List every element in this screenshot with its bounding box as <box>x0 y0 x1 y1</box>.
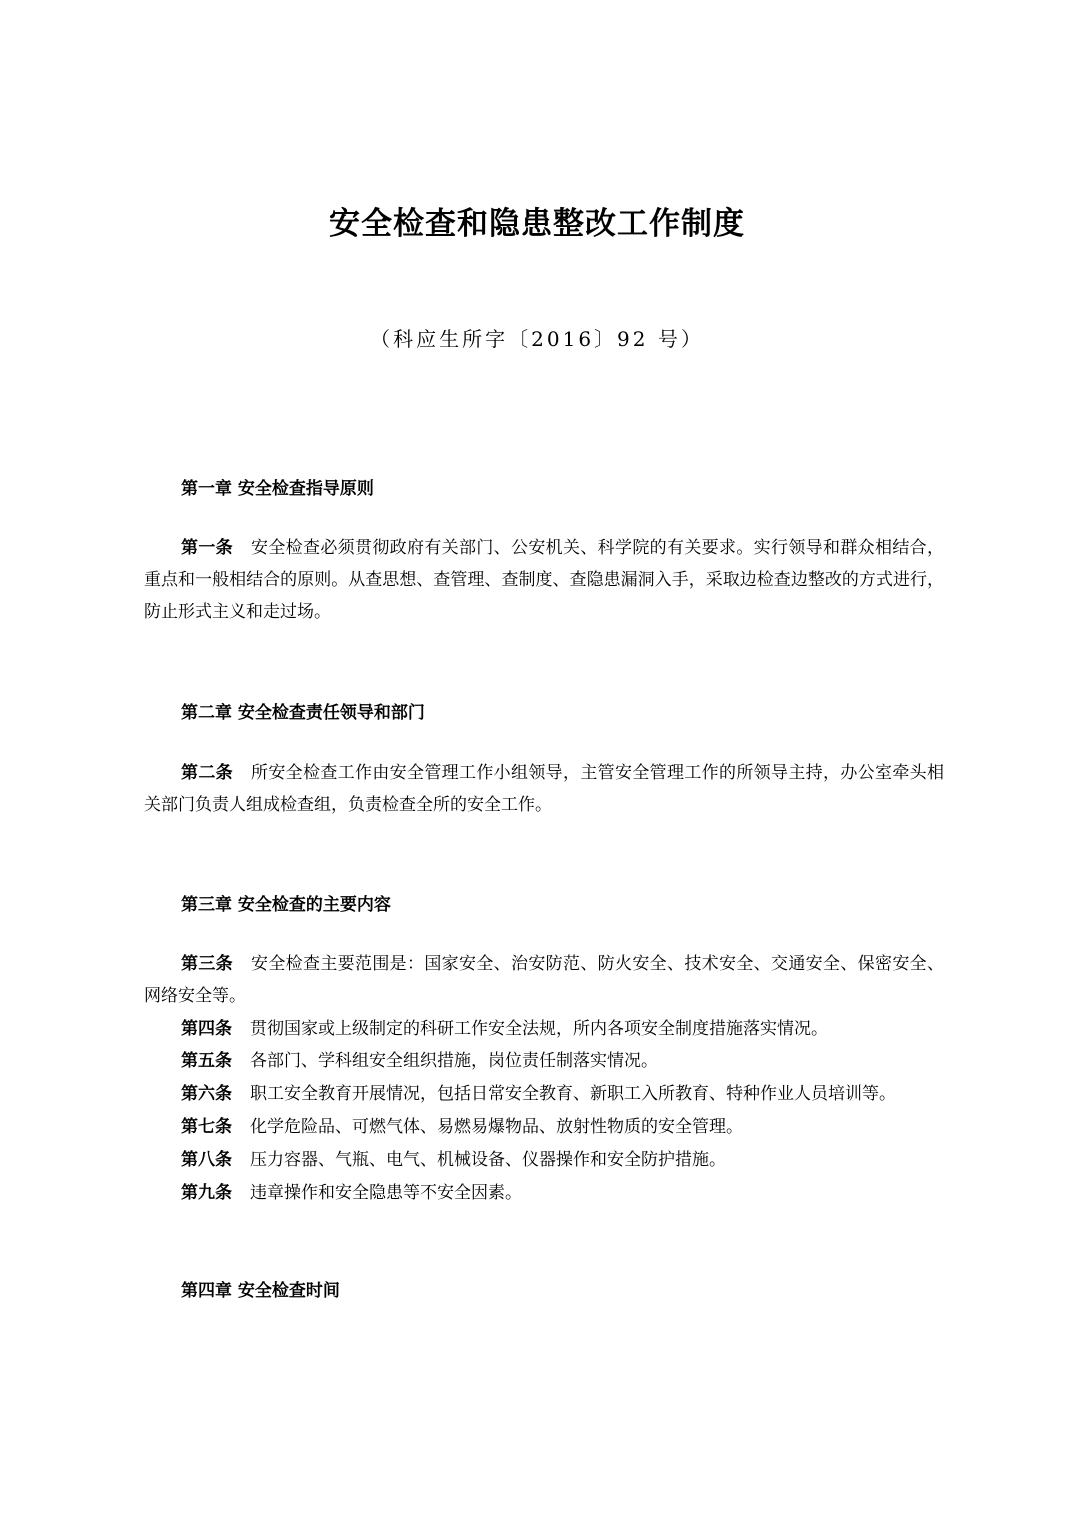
article-number: 第八条 <box>181 1150 232 1170</box>
article-number: 第三条 <box>181 954 233 974</box>
article-number: 第二条 <box>181 763 233 783</box>
document-number: （科应生所字〔2016〕92 号） <box>370 327 704 351</box>
article-text: 各部门、学科组安全组织措施，岗位责任制落实情况。 <box>250 1051 658 1071</box>
article-number: 第九条 <box>181 1183 232 1203</box>
article-paragraph <box>144 1045 944 1077</box>
article-text: 职工安全教育开展情况，包括日常安全教育、新职工入所教育、特种作业人员培训等。 <box>250 1084 896 1104</box>
article-number: 第七条 <box>181 1117 232 1137</box>
chapter-heading: 第三章 安全检查的主要内容 <box>181 895 391 915</box>
article-number: 第四条 <box>181 1019 232 1039</box>
article-text: 化学危险品、可燃气体、易燃易爆物品、放射性物质的安全管理。 <box>250 1117 743 1137</box>
chapter-heading: 第四章 安全检查时间 <box>181 1281 340 1301</box>
article-text: 安全检查主要范围是：国家安全、治安防范、防火安全、技术安全、交通安全、保密安全、网络安全等。 <box>144 954 944 1006</box>
article-paragraph <box>144 1144 944 1176</box>
article-paragraph <box>144 757 944 821</box>
article-number: 第六条 <box>181 1084 232 1104</box>
article-text: 压力容器、气瓶、电气、机械设备、仪器操作和安全防护措施。 <box>250 1150 726 1170</box>
article-number: 第五条 <box>181 1051 232 1071</box>
article-text: 违章操作和安全隐患等不安全因素。 <box>250 1183 522 1203</box>
article-paragraph <box>144 532 944 628</box>
article-text: 贯彻国家或上级制定的科研工作安全法规，所内各项安全制度措施落实情况。 <box>250 1019 828 1039</box>
article-number: 第一条 <box>181 538 233 558</box>
chapter-heading: 第一章 安全检查指导原则 <box>181 479 374 499</box>
chapter-heading: 第二章 安全检查责任领导和部门 <box>181 703 425 723</box>
article-paragraph <box>144 948 944 1012</box>
article-paragraph <box>144 1177 944 1209</box>
article-paragraph <box>144 1078 944 1110</box>
article-text: 安全检查必须贯彻政府有关部门、公安机关、科学院的有关要求。实行领导和群众相结合，重点和一般相结合的原则。从查思想、查管理、查制度、查隐患漏洞入手，采取边检查边整改的方式进行，防止形式主义和走过场。 <box>144 538 944 622</box>
article-paragraph <box>144 1111 944 1143</box>
article-paragraph <box>144 1013 944 1045</box>
document-title: 安全检查和隐患整改工作制度 <box>329 206 745 242</box>
article-text: 所安全检查工作由安全管理工作小组领导，主管安全管理工作的所领导主持，办公室牵头相关部门负责人组成检查组，负责检查全所的安全工作。 <box>144 763 944 815</box>
